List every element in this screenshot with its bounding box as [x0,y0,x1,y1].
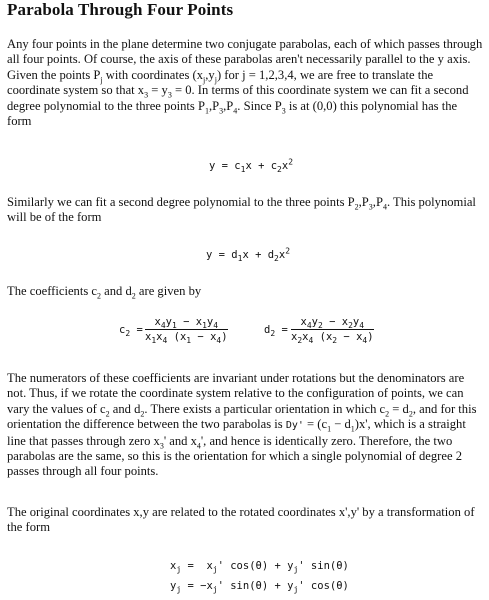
fraction-c2-denominator: $x_1x_4$ $(x_1 - x_4)$ [145,331,228,346]
c2-label: $c_2$ = [119,324,143,339]
fraction-c2-numerator: $x_4y_1 - x_1y_4$ [145,316,228,330]
fraction-c2 [145,316,228,346]
equation-x-transform: $x_j = x_j'$ $\cos(\theta) + y_j'$ sin(θ) [170,560,349,575]
paragraph-second-fit: Similarly we can fit a second degree polynomial to the three points $P_2,P_3,P_4$. This polynomial will be of the form [7,195,476,225]
d2-label: $d_2$ = [264,324,288,339]
paragraph-rotation: The numerators of these coefficients are invariant under rotations but the denominators are not. Thus, if we rotate the coordinate system relative to the configuration of points, we can vary the values of $c_2$ and $d_2$. There exists a particular orientation in which $c_2 = d_2$, and for this orientation the difference between the two parabolas is $Dy' = (c_1 - d_1)x'$, which is a straight line that passes through zero $x_3'$ and $x_4'$, and hence is identically zero. Therefore, the two parabolas are the same, so this is the orientation for which a single polynomial of degree 2 passes through all four points. [7,371,477,479]
fraction-d2-numerator: $x_4y_2 - x_2y_4$ [291,316,374,330]
page-title: Parabola Through Four Points [7,0,234,19]
fraction-d2 [291,316,374,346]
paragraph-intro: Any four points in the plane determine two conjugate parabolas, each of which passes through all four points. Of course, the axis of these parabolas aren't necessarily parallel to the y axis. Given the points $P_j$ with coordinates $(x_j,y_j)$ for j = 1,2,3,4, we are free to translate the coordinate system so that $x_3 = y_3 = 0$. In terms of this coordinate system we can fit a second degree polynomial to the three points $P_1,P_3,P_4$. Since $P_3$ is at (0,0) this polynomial has the form [7,37,483,129]
paragraph-transformation: The original coordinates x,y are related to the rotated coordinates x',y' by a transformation of the form [7,505,475,535]
equation-c-polynomial: $y = c_1x + c_2x^2$ [209,157,294,175]
equation-y-transform: $y_j = -x_j'$ $\sin(\theta) + y_j'$ cos(θ) [170,580,349,595]
fraction-d2-denominator: $x_2x_4$ $(x_2 - x_4)$ [291,331,374,346]
equation-d-polynomial: $y = d_1x + d_2x^2$ [206,246,291,264]
paragraph-coefficients: The coefficients $c_2$ and $d_2$ are given by [7,284,202,301]
